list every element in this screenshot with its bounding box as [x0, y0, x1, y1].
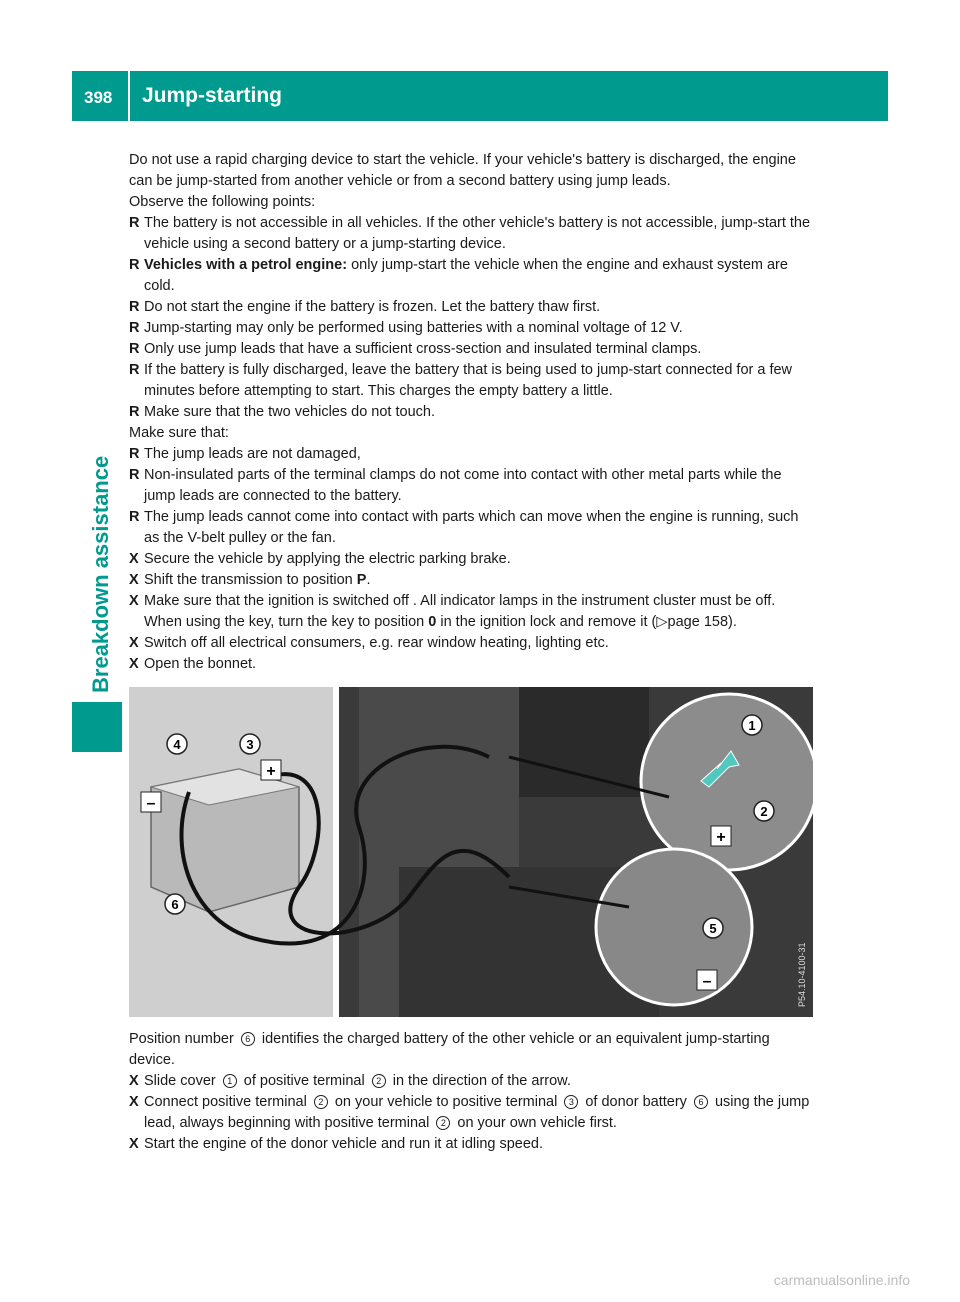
page-ref-arrow-icon: ▷ — [656, 614, 668, 630]
figure-caption: Position number 6 identifies the charged battery of the other vehicle or an equivalent jump-starting device. — [129, 1031, 770, 1068]
step-list-2 — [129, 1071, 813, 1155]
list-item: R Jump-starting may only be performed using batteries with a nominal voltage of 12 V. — [129, 320, 683, 336]
detail-circle-negative — [596, 849, 752, 1005]
list-item: R The jump leads are not damaged, — [129, 446, 361, 462]
list-item: R The jump leads cannot come into contact with parts which can move when the engine is running, such as the V-belt pulley or the fan. — [129, 509, 799, 546]
page-reference-link[interactable]: page 158 — [667, 614, 729, 630]
minus-terminal-label: – — [146, 795, 156, 812]
list-item: R Make sure that the two vehicles do not touch. — [129, 404, 435, 420]
step-list — [129, 549, 813, 675]
callout-3: 3 — [246, 737, 254, 752]
step-item: X Make sure that the ignition is switched off . All indicator lamps in the instrument cluster must be off. When using the key, turn the key to position 0 in the ignition lock and remove it (▷page 158). — [129, 593, 776, 630]
list-item: R If the battery is fully discharged, leave the battery that is being used to jump-start connected for a few minutes before attempting to start. This charges the empty battery a little. — [129, 362, 793, 399]
step-item: X Switch off all electrical consumers, e.g. rear window heating, lighting etc. — [129, 635, 609, 651]
intro-paragraph: Do not use a rapid charging device to start the vehicle. If your vehicle's battery is discharged, the engine can be jump-started from another vehicle or from a second battery using jump leads. — [129, 152, 796, 189]
side-tab-label: Breakdown assistance — [88, 455, 113, 693]
side-tab-block — [72, 702, 122, 752]
step-item: X Start the engine of the donor vehicle and run it at idling speed. — [129, 1136, 544, 1152]
step-item: X Open the bonnet. — [129, 656, 257, 672]
list-item: R The battery is not accessible in all vehicles. If the other vehicle's battery is not accessible, jump-start the vehicle using a second battery or a jump-starting device. — [129, 215, 811, 252]
illustration-svg — [129, 687, 813, 1017]
callout-1: 1 — [748, 718, 756, 733]
minus-terminal-label: – — [702, 973, 712, 990]
make-sure-list — [129, 444, 813, 549]
figure-code: P54.10-4100-31 — [797, 942, 807, 1007]
list-item: R Vehicles with a petrol engine: only jump-start the vehicle when the engine and exhaust system are cold. — [129, 257, 788, 294]
watermark: carmanualsonline.info — [773, 1272, 910, 1288]
step-item: X Secure the vehicle by applying the electric parking brake. — [129, 551, 511, 567]
page-number: 398 — [84, 88, 113, 107]
page-title: Jump-starting — [142, 84, 283, 107]
header-bar — [72, 71, 888, 121]
callout-5: 5 — [709, 921, 717, 936]
observe-list — [129, 213, 813, 423]
page-content — [129, 150, 813, 1155]
step-item: X Shift the transmission to position P. — [129, 572, 371, 588]
list-item: R Do not start the engine if the battery is frozen. Let the battery thaw first. — [129, 299, 601, 315]
header-divider — [128, 71, 130, 121]
make-sure-heading: Make sure that: — [129, 425, 229, 441]
callout-2: 2 — [760, 804, 768, 819]
callout-4: 4 — [173, 737, 181, 752]
plus-terminal-label: + — [716, 829, 726, 846]
jump-start-illustration — [129, 687, 813, 1017]
list-item: R Only use jump leads that have a sufficient cross-section and insulated terminal clamps. — [129, 341, 702, 357]
intro-observe: Observe the following points: — [129, 194, 316, 210]
step-item: X Slide cover 1 of positive terminal 2 in the direction of the arrow. — [129, 1073, 571, 1089]
list-item: R Non-insulated parts of the terminal clamps do not come into contact with other metal parts while the jump leads are connected to the battery. — [129, 467, 782, 504]
step-item: X Connect positive terminal 2 on your vehicle to positive terminal 3 of donor battery 6 using the jump lead, always beginning with positive terminal 2 on your own vehicle first. — [129, 1094, 810, 1131]
callout-6: 6 — [171, 897, 179, 912]
engine-grille — [519, 687, 649, 797]
plus-terminal-label: + — [266, 763, 276, 780]
